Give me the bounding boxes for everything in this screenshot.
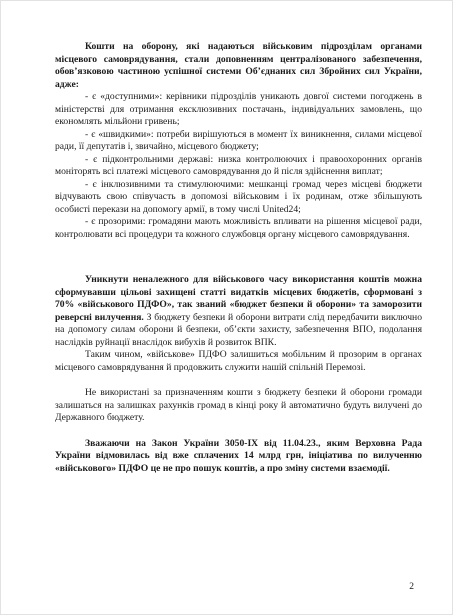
proposal-regular-text: З бюджету безпеки й оборони витрати слід передбачити виключно на допомогу силам оборони й безпеки, об’єкти захисту, забезпечення ВПО, подолання наслідків руйнації внаслідок вибухів й розвиток ВПК. bbox=[55, 311, 422, 348]
bullet-inclusive: - є інклюзивними та стимулюючими: мешканці громад через місцеві бюджети відчувають свою співучасть в допомозі військовим і їх родинам, отже збільшують особисті перекази на допомогу армії, в тому числі United24; bbox=[55, 178, 422, 215]
bullet-fast: - є «швидкими»: потреби вирішуються в момент їх виникнення, силами місцевої ради, її депутатів і, звичайно, місцевого бюджету; bbox=[55, 128, 422, 152]
law-paragraph: Зважаючи на Закон України 3050-IX від 11.04.23., яким Верховна Рада України відмовилась від вже сплачених 14 млрд грн, ініціатива по вилученню «військового» ПДФО це не про пошук коштів, а про зміну системи взаємодії. bbox=[55, 437, 422, 474]
bullet-accessible: - є «доступними»: керівники підрозділів уникають довгої системи погоджень в міністерстві для отримання ексклюзивних постачань, індивідуальних замовлень, що економлять мільйони гривень; bbox=[55, 91, 422, 127]
bullet-controlled: - є підконтрольними державі: низка контролюючих і правоохоронних органів моніторять всі платежі місцевого самоврядування до й після здійснення виплат; bbox=[55, 153, 422, 177]
conclusion-paragraph: Таким чином, «військове» ПДФО залишиться мобільним й прозорим в органах місцевого самоврядування й продовжить служити нашій спільній Перемозі. bbox=[55, 349, 422, 373]
unused-funds-paragraph: Не використані за призначенням кошти з бюджету безпеки й оборони громади залишаться на залишках рахунків громад в кінці року й автоматично будуть вилучені до Державного бюджету. bbox=[55, 387, 422, 423]
intro-paragraph: Кошти на оборону, які надаються військовим підрозділам органами місцевого самоврядування, стали доповненням централізованого забезпечення, обов’язковою частиною успішної системи Об’єднаних сил Збройних сил України, адже: bbox=[55, 41, 422, 90]
proposal-paragraph bbox=[55, 274, 422, 349]
spacer bbox=[55, 425, 422, 438]
spacer bbox=[55, 241, 422, 274]
page-body bbox=[55, 41, 422, 475]
proposal-bold-text: Уникнути неналежного для військового часу використання коштів можна сформувавши цільові захищені статті видатків місцевих бюджетів, сформовані з 70% «військового ПДФО», так званий «бюджет безпеки й оборони» та заморозити реверсні вилучення. bbox=[55, 274, 422, 323]
spacer bbox=[55, 374, 422, 387]
bullet-transparent: - є прозорими: громадяни мають можливість впливати на рішення місцевої ради, контролювати всі процедури та кожного службовця органу місцевого самоврядування. bbox=[55, 216, 422, 240]
page-number: 2 bbox=[409, 582, 414, 592]
